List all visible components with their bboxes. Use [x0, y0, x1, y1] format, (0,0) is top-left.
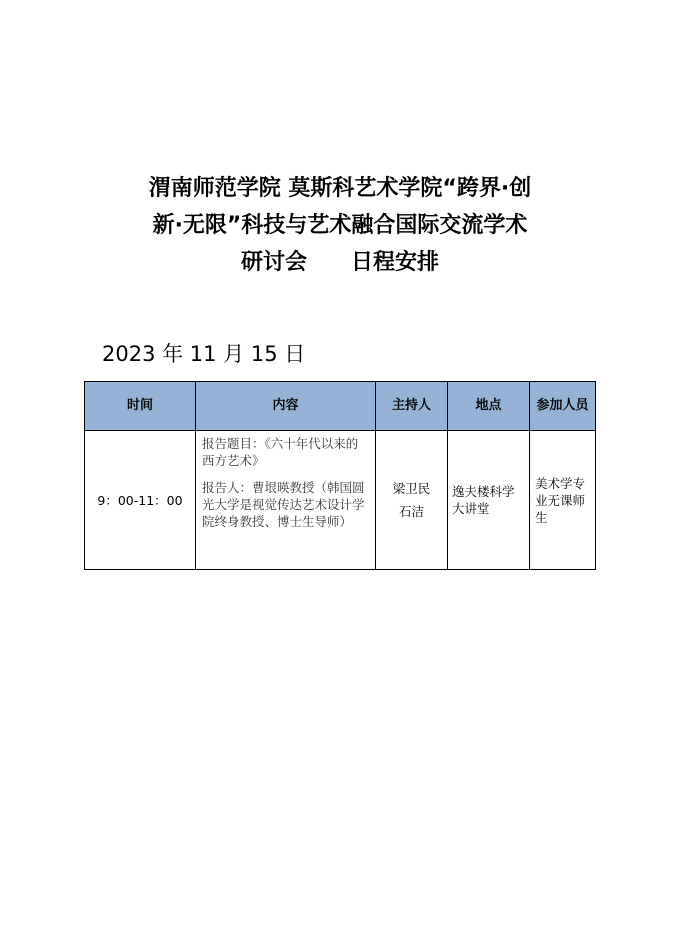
host-name-1: 梁卫民	[392, 481, 431, 496]
cell-content	[196, 431, 376, 570]
report-title: 报告题目：《六十年代以来的西方艺术》	[202, 436, 359, 468]
cell-audience: 美术学专业无课师生	[530, 431, 596, 570]
document-title	[90, 170, 590, 281]
cell-host	[376, 431, 448, 570]
header-content: 内容	[196, 382, 376, 431]
header-host: 主持人	[376, 382, 448, 431]
header-place: 地点	[448, 382, 530, 431]
header-time: 时间	[85, 382, 196, 431]
schedule-table	[84, 381, 596, 570]
schedule-date: 2023 年 11 月 15 日	[102, 342, 306, 366]
table-row	[85, 431, 596, 570]
table-header-row	[85, 382, 596, 431]
cell-time: 9：00-11：00	[85, 431, 196, 570]
host-name-2: 石洁	[398, 504, 424, 519]
report-speaker: 报告人：曹垠暎教授（韩国圆光大学是视觉传达艺术设计学院终身教授、博士生导师）	[202, 480, 365, 529]
title-line-2: 新·无限”科技与艺术融合国际交流学术	[152, 213, 528, 238]
title-line-3: 研讨会 日程安排	[240, 250, 439, 275]
header-audience: 参加人员	[530, 382, 596, 431]
title-line-1: 渭南师范学院 莫斯科艺术学院“跨界·创	[148, 176, 532, 201]
cell-place: 逸夫楼科学大讲堂	[448, 431, 530, 570]
